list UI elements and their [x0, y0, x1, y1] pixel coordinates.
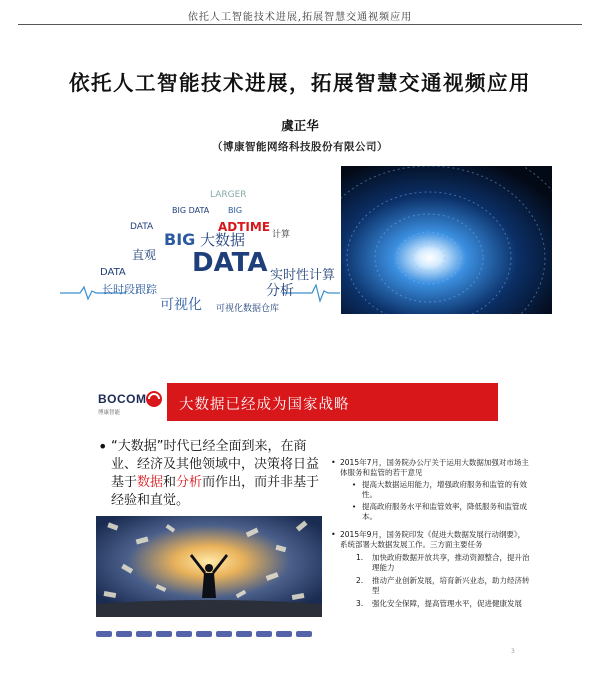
data-ticker-strip	[96, 623, 322, 631]
binary-tunnel-image	[341, 166, 552, 314]
wc-word-shishi: 实时性计算	[270, 268, 336, 283]
bocom-logo	[98, 386, 168, 420]
wc-word-dashuju: 大数据	[200, 231, 246, 249]
wc-word-data-small: DATA	[130, 222, 154, 232]
wc-word-jisuan: 计算	[272, 230, 291, 240]
wc-word-bigdata-small: BIG DATA	[172, 206, 210, 215]
policy-bullet-dot: •	[331, 458, 336, 467]
policy-sub-item	[340, 502, 530, 522]
wc-word-big: BIG	[228, 206, 243, 215]
policy-sub-item	[340, 480, 530, 500]
slide-banner-title: 大数据已经成为国家战略	[167, 383, 498, 421]
wc-word-shujucangku: 可视化数据仓库	[216, 304, 280, 314]
bullet-dot: •	[98, 437, 108, 456]
header-rule	[18, 24, 582, 25]
policy-sub-text: 提高大数据运用能力，增强政府服务和监管的有效性。	[362, 480, 527, 499]
bullet-highlight-analysis: 分析	[176, 475, 203, 490]
wc-word-larger: LARGER	[210, 190, 247, 200]
money-photo-image	[96, 516, 322, 617]
slide-main-bullet	[98, 438, 330, 510]
task-text: 加快政府数据开放共享，推动资源整合，提升治理能力	[372, 553, 530, 572]
logo-swirl-icon	[145, 390, 163, 408]
policy-text: 2015年7月，国务院办公厅关于运用大数据加强对市场主体服务和监管的若干意见	[340, 458, 529, 477]
wc-word-big-bold: BIG	[164, 230, 196, 249]
task-text: 强化安全保障，提高管理水平，促进健康发展	[372, 599, 522, 608]
policy-sub-text: 提高政府服务水平和监管效率，降低服务和监管成本。	[362, 502, 527, 521]
logo-subtitle: 博康智能	[98, 410, 121, 416]
wc-word-data-left: DATA	[100, 267, 126, 278]
task-text: 推动产业创新发展，培育新兴业态，助力经济转型	[372, 576, 530, 595]
policy-item-2015-september	[330, 530, 530, 609]
wc-word-data-large: DATA	[192, 248, 268, 278]
wc-word-adtime: ADTIME	[218, 220, 271, 234]
embedded-slide	[98, 378, 528, 668]
task-item	[340, 553, 530, 573]
page-number: 3	[511, 648, 515, 655]
policy-bullet-dot: •	[331, 530, 336, 539]
policy-text: 2015年9月，国务院印发《促进大数据发展行动纲要》，系统部署大数据发展工作。三方面主要任务	[340, 530, 526, 549]
task-number: 1.	[356, 553, 364, 562]
author-affiliation: （博康智能网络科技股份有限公司）	[212, 141, 388, 153]
wc-word-zhiguan: 直观	[132, 248, 157, 262]
sub-bullet-dot: •	[352, 481, 357, 489]
task-number: 3.	[356, 599, 364, 608]
bullet-highlight-data: 数据	[137, 475, 164, 490]
slide-policy-list	[330, 458, 530, 617]
logo-name: BOCOM	[98, 392, 147, 406]
wc-word-changshiduan: 长时段跟踪	[102, 283, 157, 296]
bullet-text-prefix: “大数据”时代已经全面到来，在商业、经济及其他领域中，决策将日益基于	[111, 439, 320, 490]
task-item	[340, 576, 530, 596]
article-title: 依托人工智能技术进展，拓展智慧交通视频应用	[69, 71, 531, 95]
bullet-text-suffix: 而作出，而并非基于经验和直觉。	[111, 475, 320, 508]
task-number: 2.	[356, 576, 364, 585]
big-data-wordcloud-image	[60, 175, 340, 335]
task-item	[340, 599, 530, 609]
running-header: 依托人工智能技术进展,拓展智慧交通视频应用	[187, 12, 413, 23]
wc-word-fenxi: 分析	[266, 283, 294, 299]
wc-word-keshihua: 可视化	[160, 297, 202, 313]
policy-item-2015-july	[330, 458, 530, 522]
bullet-text-middle: 和	[163, 475, 177, 490]
author-name: 虞正华	[281, 118, 319, 133]
sub-bullet-dot: •	[352, 503, 357, 511]
